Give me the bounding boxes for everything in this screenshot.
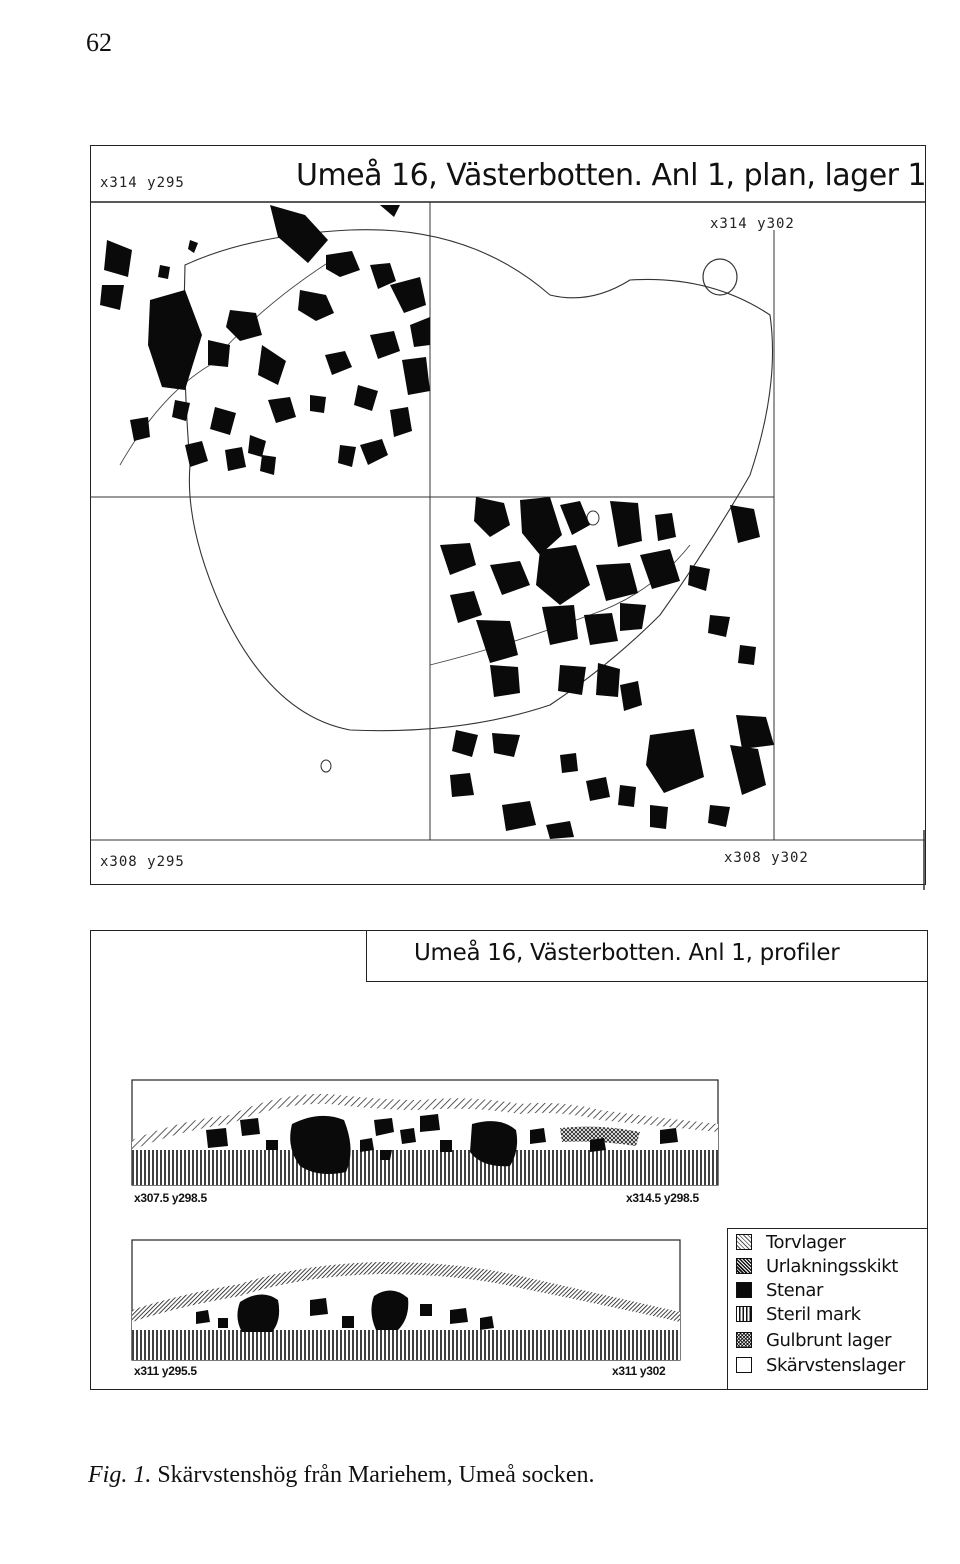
figure-caption <box>88 1462 595 1489</box>
legend-item-skarvstenslager <box>736 1353 905 1377</box>
legend-item-steril-mark <box>736 1302 861 1326</box>
legend-label: Skärvstenslager <box>766 1354 905 1376</box>
legend-item-gulbrunt-lager <box>736 1328 891 1352</box>
plan-title: Umeå 16, Västerbotten. Anl 1, plan, lager 1 <box>296 158 927 193</box>
legend-label: Steril mark <box>766 1303 861 1325</box>
legend-label: Torvlager <box>766 1231 846 1253</box>
stenar-swatch <box>736 1282 752 1298</box>
legend-item-torvlager <box>736 1230 845 1254</box>
plan-corner-bottom-right: x308 y302 <box>724 850 809 866</box>
legend-item-stenar <box>736 1278 823 1302</box>
legend-label: Urlakningsskikt <box>766 1255 898 1277</box>
profile-1-right-label: x314.5 y298.5 <box>626 1191 699 1205</box>
legend-label: Gulbrunt lager <box>766 1329 892 1351</box>
caption-text: Skärvstenshög från Mariehem, Umeå socken. <box>151 1462 595 1488</box>
legend-item-urlakningsskikt <box>736 1254 898 1278</box>
plan-corner-top-left: x314 y295 <box>100 175 185 191</box>
profile-2-left-label: x311 y295.5 <box>134 1364 197 1378</box>
profile-1 <box>132 1080 718 1185</box>
gulbrunt-lager-swatch <box>736 1332 752 1348</box>
plan-corner-bottom-left: x308 y295 <box>100 854 185 870</box>
urlakningsskikt-swatch <box>736 1258 752 1274</box>
profile-title: Umeå 16, Västerbotten. Anl 1, profiler <box>414 940 840 966</box>
skarvstenslager-swatch <box>736 1357 752 1373</box>
torvlager-swatch <box>736 1234 752 1250</box>
profile-1-left-label: x307.5 y298.5 <box>134 1191 207 1205</box>
page-number: 62 <box>86 28 112 57</box>
steril-mark-swatch <box>736 1306 752 1322</box>
legend-label: Stenar <box>766 1279 823 1301</box>
profile-2 <box>132 1240 680 1360</box>
plan-corner-top-right: x314 y302 <box>710 216 795 232</box>
figure-label: Fig. 1. <box>88 1462 152 1488</box>
profile-2-right-label: x311 y302 <box>612 1364 666 1378</box>
